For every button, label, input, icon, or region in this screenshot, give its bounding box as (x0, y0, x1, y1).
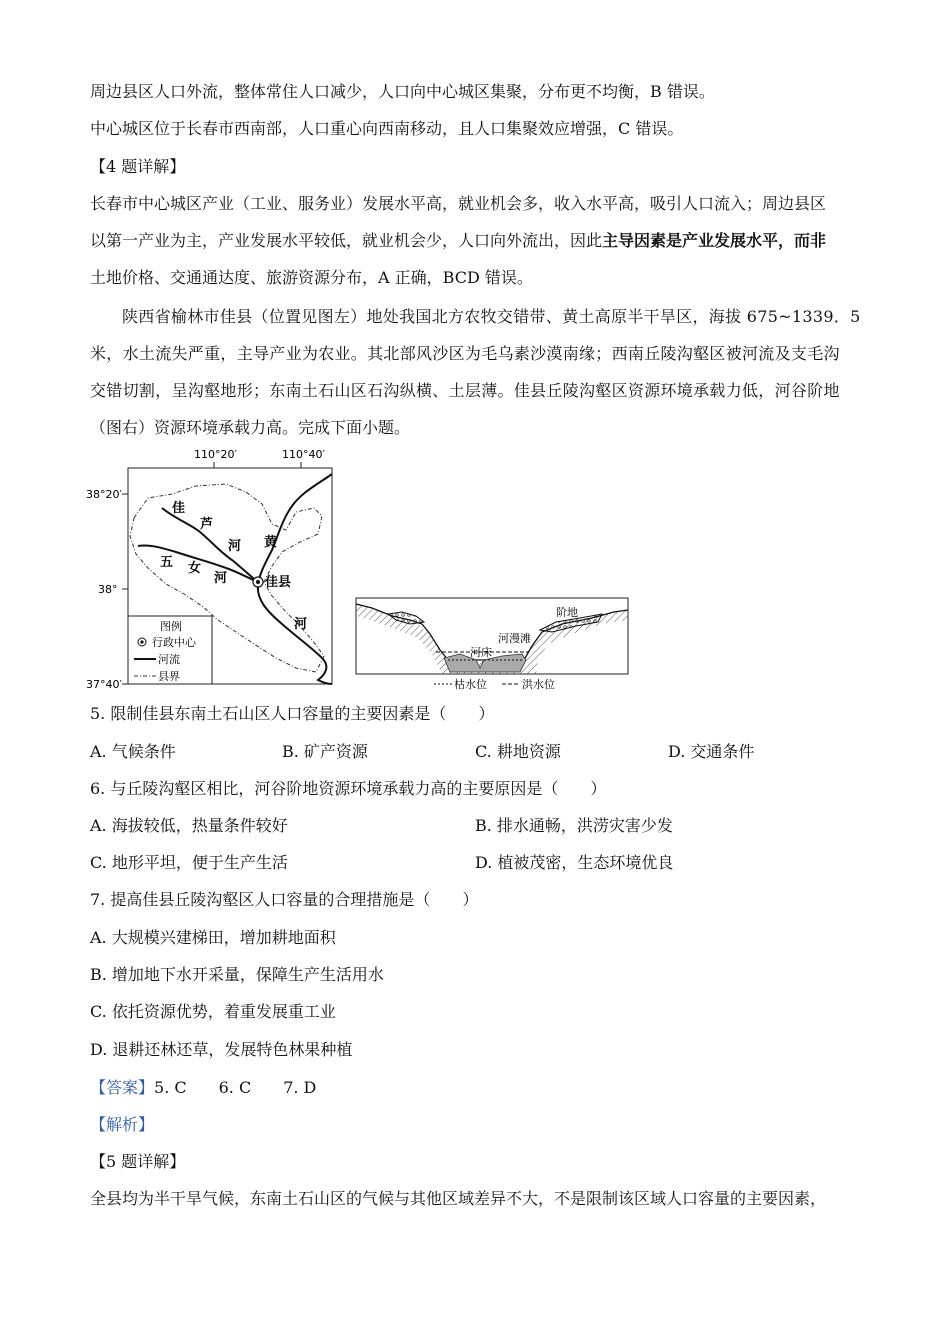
river-valley-profile (352, 594, 634, 694)
option-c: C. 耕地资源 (475, 742, 561, 761)
answer-text: 5. C 6. C 7. D (154, 1078, 317, 1097)
river-label: 河 (214, 571, 228, 586)
section-heading: 【5 题详解】 (90, 1152, 186, 1171)
river-label: 河 (294, 617, 308, 632)
legend-label: 县界 (158, 670, 180, 683)
answer-line (90, 1078, 870, 1098)
option-c: C. 地形平坦，便于生产生活 (90, 853, 288, 872)
text-line (90, 231, 870, 251)
option-b: B. 排水通畅，洪涝灾害少发 (475, 816, 673, 835)
river-label: 佳 (172, 501, 186, 516)
profile-label: 阶地 (556, 606, 578, 619)
text-span: 以第一产业为主，产业发展水平较低，就业机会少，人口向外流出，因此 (90, 231, 603, 250)
option-a: A. 气候条件 (90, 742, 176, 761)
bold-span: 主导因素是产业发展水平，而非 (602, 231, 827, 250)
admin-center-icon (253, 577, 263, 587)
river-label: 黄 (264, 535, 278, 550)
river-label: 五 (160, 555, 174, 570)
lon-label: 110°40′ (282, 448, 325, 461)
question-stem: 7. 提高佳县丘陵沟壑区人口容量的合理措施是（ ） (90, 890, 479, 909)
analysis-label: 【解析】 (90, 1115, 155, 1134)
lon-label: 110°20′ (194, 448, 237, 461)
legend-label: 河流 (158, 653, 180, 666)
profile-label: 河床 (470, 646, 492, 659)
option-d: D. 植被茂密，生态环境优良 (475, 853, 674, 872)
legend-title: 图例 (160, 620, 182, 633)
intro-line: （图右）资源环境承载力高。完成下面小题。 (90, 418, 411, 437)
option-b: B. 增加地下水开采量，保障生产生活用水 (90, 965, 384, 984)
county-label: 佳县 (265, 575, 292, 590)
map-legend (128, 616, 212, 684)
option-d: D. 退耕还林还草，发展特色林果种植 (90, 1040, 353, 1059)
text-line: 土地价格、交通通达度、旅游资源分布，A 正确，BCD 错误。 (90, 268, 533, 287)
profile-label: 河漫滩 (498, 632, 531, 645)
intro-line: 米，水土流失严重，主导产业为农业。其北部风沙区为毛乌素沙漠南缘；西南丘陵沟壑区被河流及支毛沟 (90, 344, 840, 363)
profile-legend-label: 洪水位 (522, 678, 555, 691)
section-heading: 【4 题详解】 (90, 157, 186, 176)
text-line: 周边县区人口外流，整体常住人口减少，人口向中心城区集聚，分布更不均衡，B 错误。 (90, 82, 715, 101)
intro-line: 陕西省榆林市佳县（位置见图左）地处我国北方农牧交错带、黄土高原半干旱区，海拔 675~1339．5 (122, 307, 861, 326)
intro-line: 交错切割，呈沟壑地形；东南土石山区石沟纵横、土层薄。佳县丘陵沟壑区资源环境承载力低，河谷阶地 (90, 381, 840, 400)
question-stem: 6. 与丘陵沟壑区相比，河谷阶地资源环境承载力高的主要原因是（ ） (90, 779, 607, 798)
legend-label: 行政中心 (152, 636, 196, 649)
option-b: B. 矿产资源 (282, 742, 368, 761)
option-a: A. 海拔较低，热量条件较好 (90, 816, 288, 835)
question-stem: 5. 限制佳县东南土石山区人口容量的主要因素是（ ） (90, 704, 495, 723)
option-a: A. 大规模兴建梯田，增加耕地面积 (90, 928, 336, 947)
jiaxian-map (86, 444, 346, 694)
lat-label: 38°20′ (86, 488, 122, 501)
profile-legend-label: 枯水位 (454, 678, 487, 691)
river-label: 女 (188, 561, 202, 576)
river-label: 河 (228, 539, 242, 554)
option-d: D. 交通条件 (668, 742, 755, 761)
text-line: 全县均为半干旱气候，东南土石山区的气候与其他区域差异不大，不是限制该区域人口容量的主要因素， (90, 1189, 827, 1208)
river-label: 芦 (200, 517, 214, 532)
option-c: C. 依托资源优势，着重发展重工业 (90, 1002, 336, 1021)
admin-center-icon (138, 638, 146, 646)
text-line: 长春市中心城区产业（工业、服务业）发展水平高，就业机会多，收入水平高，吸引人口流入；周边县区 (90, 194, 827, 213)
lat-label: 38° (98, 583, 118, 596)
text-line: 中心城区位于长春市西南部，人口重心向西南移动，且人口集聚效应增强，C 错误。 (90, 119, 684, 138)
lat-label: 37°40′ (86, 678, 122, 691)
answer-label: 【答案】 (90, 1078, 155, 1097)
